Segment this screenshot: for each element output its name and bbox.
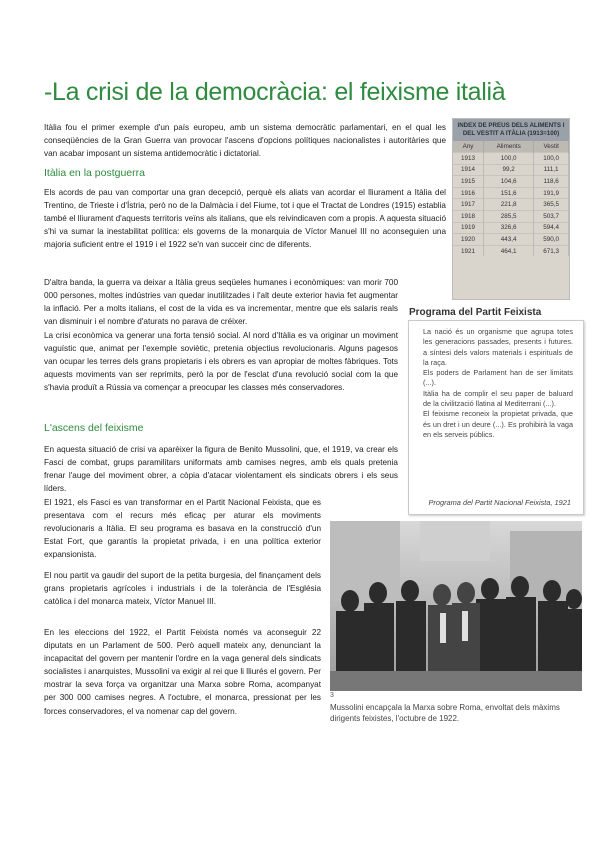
table-row <box>453 222 569 234</box>
table-row <box>453 153 569 165</box>
table-cell: 503,7 <box>534 210 569 222</box>
program-paragraph: Els poders de Parlament han de ser limitats (...). <box>423 368 573 388</box>
march-on-rome-photo <box>330 521 582 691</box>
table-cell: 104,6 <box>484 176 534 188</box>
section-heading-fascism: L'ascens del feixisme <box>44 422 144 434</box>
table-cell: 1915 <box>453 176 484 188</box>
photo-number: 3 <box>330 692 334 699</box>
table-cell: 1913 <box>453 153 484 165</box>
fascism-paragraph-4: En les eleccions del 1922, el Partit Feixista només va aconseguir 22 diputats en un Parlament de 500. Però aquell mateix any, denunciant la incapacitat del govern per mantenir l'ordre en la vaga general dels sindicats socialistes i anarquistes, Mussolini va exigir al rei que li lliurés el govern. Per mostrar la seva força va organitzar una Marxa sobre Roma, acompanyat per 300 000 camises negres. A l'octubre, el monarca, pressionat per les forces conservadores, el va nomenar cap del govern. <box>44 628 321 716</box>
table-cell: 1921 <box>453 245 484 256</box>
price-index-table-image <box>452 118 570 300</box>
program-paragraph: La nació és un organisme que agrupa totes les generacions passades, presents i futures. a síntesi dels valors materials i espirituals de la raça. <box>423 327 573 367</box>
program-box <box>408 320 584 515</box>
table-row <box>453 176 569 188</box>
table-header-year: Any <box>453 141 484 153</box>
table-cell: 100,0 <box>534 153 569 165</box>
fascism-paragraph-2: El 1921, els Fasci es van transformar en el Partit Nacional Feixista, que es presentava com el recurs més eficaç per aturar els moviments revolucionaris a Itàlia. El seu programa es basava en la construcció d'un Estat Fort, que garantís la propietat privada, i en una política exterior expansionista. <box>44 498 321 560</box>
program-paragraph: El feixisme reconeix la propietat privada, que és un dret i un deure (...). Es prohibirà la vaga en els serveis públics. <box>423 409 573 439</box>
table-cell: 443,4 <box>484 234 534 246</box>
table-header-food: Aliments <box>484 141 534 153</box>
table-cell: 100,0 <box>484 153 534 165</box>
table-cell: 191,9 <box>534 187 569 199</box>
table-row <box>453 234 569 246</box>
program-paragraph: Itàlia ha de complir el seu paper de baluard de la civilització llatina al Mediterrani (...). <box>423 388 573 409</box>
table-cell: 464,1 <box>484 245 534 256</box>
table-cell: 365,5 <box>534 199 569 211</box>
table-cell: 1919 <box>453 222 484 234</box>
postwar-paragraph-1: Els acords de pau van comportar una gran decepció, perquè els aliats van acordar el lliurament a Itàlia del Trentino, de Trieste i d'Ístria, però no de la Dalmàcia i del Fiume, tot i que el Tractat de Londres (1915) establia també el lliurament d'aquests territoris veïns als italians, que els reivindicaven com a propis. A aquesta situació s'hi va sumar la inestabilitat política: els governs de la monarquia de Víctor Manuel III no aconseguien una majoria suficient entre el 1919 i el 1922 se'n van succeir cinc de diferents. <box>44 188 446 250</box>
photo-illustration <box>330 521 582 691</box>
section-heading-postwar: Itàlia en la postguerra <box>44 167 145 179</box>
table-cell: 1916 <box>453 187 484 199</box>
postwar-paragraph-2: D'altra banda, la guerra va deixar a Itàlia greus seqüeles humanes i econòmiques: van morir 700 000 persones, moltes indústries van quedar inutilitzades i l'alt deute exterior havia fet augmentar la inflació. Per a molts italians, el cost de la vida es va incrementar, mentre que els salaris reals van disminuir i el nombre d'aturats no parava de créixer. <box>44 278 398 327</box>
intro-paragraph: Itàlia fou el primer exemple d'un país europeu, amb un sistema democràtic parlamentari, en el qual les conseqüències de la Gran Guerra van provocar l'ascens d'opcions polítiques nacionalistes i autoritàries que van acabar imposant un sistema antidemocràtic i dictatorial. <box>44 123 446 159</box>
table-cell: 590,0 <box>534 234 569 246</box>
postwar-paragraph-3: La crisi econòmica va generar una forta tensió social. Al nord d'Itàlia es va originar un moviment vaguístic que, animat per l'exemple soviètic, pretenia objectius revolucionaris. Alguns pagesos van ocupar les terres dels grans propietaris i els obrers es van apropiar de moltes fàbriques. Tots aquests moviments van ser reprimits, però la por de l'esclat d'una revolució social com la que s'havia produït a Rússia va començar a preocupar les classes més conservadores. <box>44 331 398 393</box>
table-row <box>453 210 569 222</box>
table-row <box>453 164 569 176</box>
program-title: Programa del Partit Feixista <box>409 307 542 318</box>
table-cell: 151,6 <box>484 187 534 199</box>
table-cell: 221,8 <box>484 199 534 211</box>
photo-caption: Mussolini encapçala la Marxa sobre Roma, envoltat dels màxims dirigents feixistes, l'octubre de 1922. <box>330 703 560 723</box>
table-cell: 594,4 <box>534 222 569 234</box>
fascism-paragraph-1: En aquesta situació de crisi va aparèixer la figura de Benito Mussolini, que, el 1919, va crear els Fasci de combat, grups paramilitars uniformats amb camises negres, amb els quals pretenia frenar l'auge del moviment obrer, a còpia d'atacar violentament els sindicats obrers i els seus líders. <box>44 445 398 494</box>
fascism-paragraph-3: El nou partit va gaudir del suport de la petita burgesia, del finançament dels grans propietaris agrícoles i industrials i de la tolerància de l'Església catòlica i del monarca mateix, Víctor Manuel III. <box>44 571 321 607</box>
table-cell: 118,6 <box>534 176 569 188</box>
program-text <box>423 327 573 440</box>
table-cell: 1918 <box>453 210 484 222</box>
table-header-clothing: Vestit <box>534 141 569 153</box>
table-row <box>453 245 569 256</box>
table-row <box>453 199 569 211</box>
table-cell: 99,2 <box>484 164 534 176</box>
program-source: Programa del Partit Nacional Feixista, 1921 <box>428 498 571 507</box>
table-cell: 1917 <box>453 199 484 211</box>
table-title: INDEX DE PREUS DELS ALIMENTS I DEL VESTIT A ITÀLIA (1913=100) <box>453 119 569 141</box>
table-cell: 1914 <box>453 164 484 176</box>
table-cell: 285,5 <box>484 210 534 222</box>
table-row <box>453 187 569 199</box>
table-cell: 1920 <box>453 234 484 246</box>
table-cell: 671,3 <box>534 245 569 256</box>
table-cell: 326,6 <box>484 222 534 234</box>
page-title: -La crisi de la democràcia: el feixisme italià <box>44 78 506 106</box>
price-index-table <box>453 141 569 256</box>
table-cell: 111,1 <box>534 164 569 176</box>
